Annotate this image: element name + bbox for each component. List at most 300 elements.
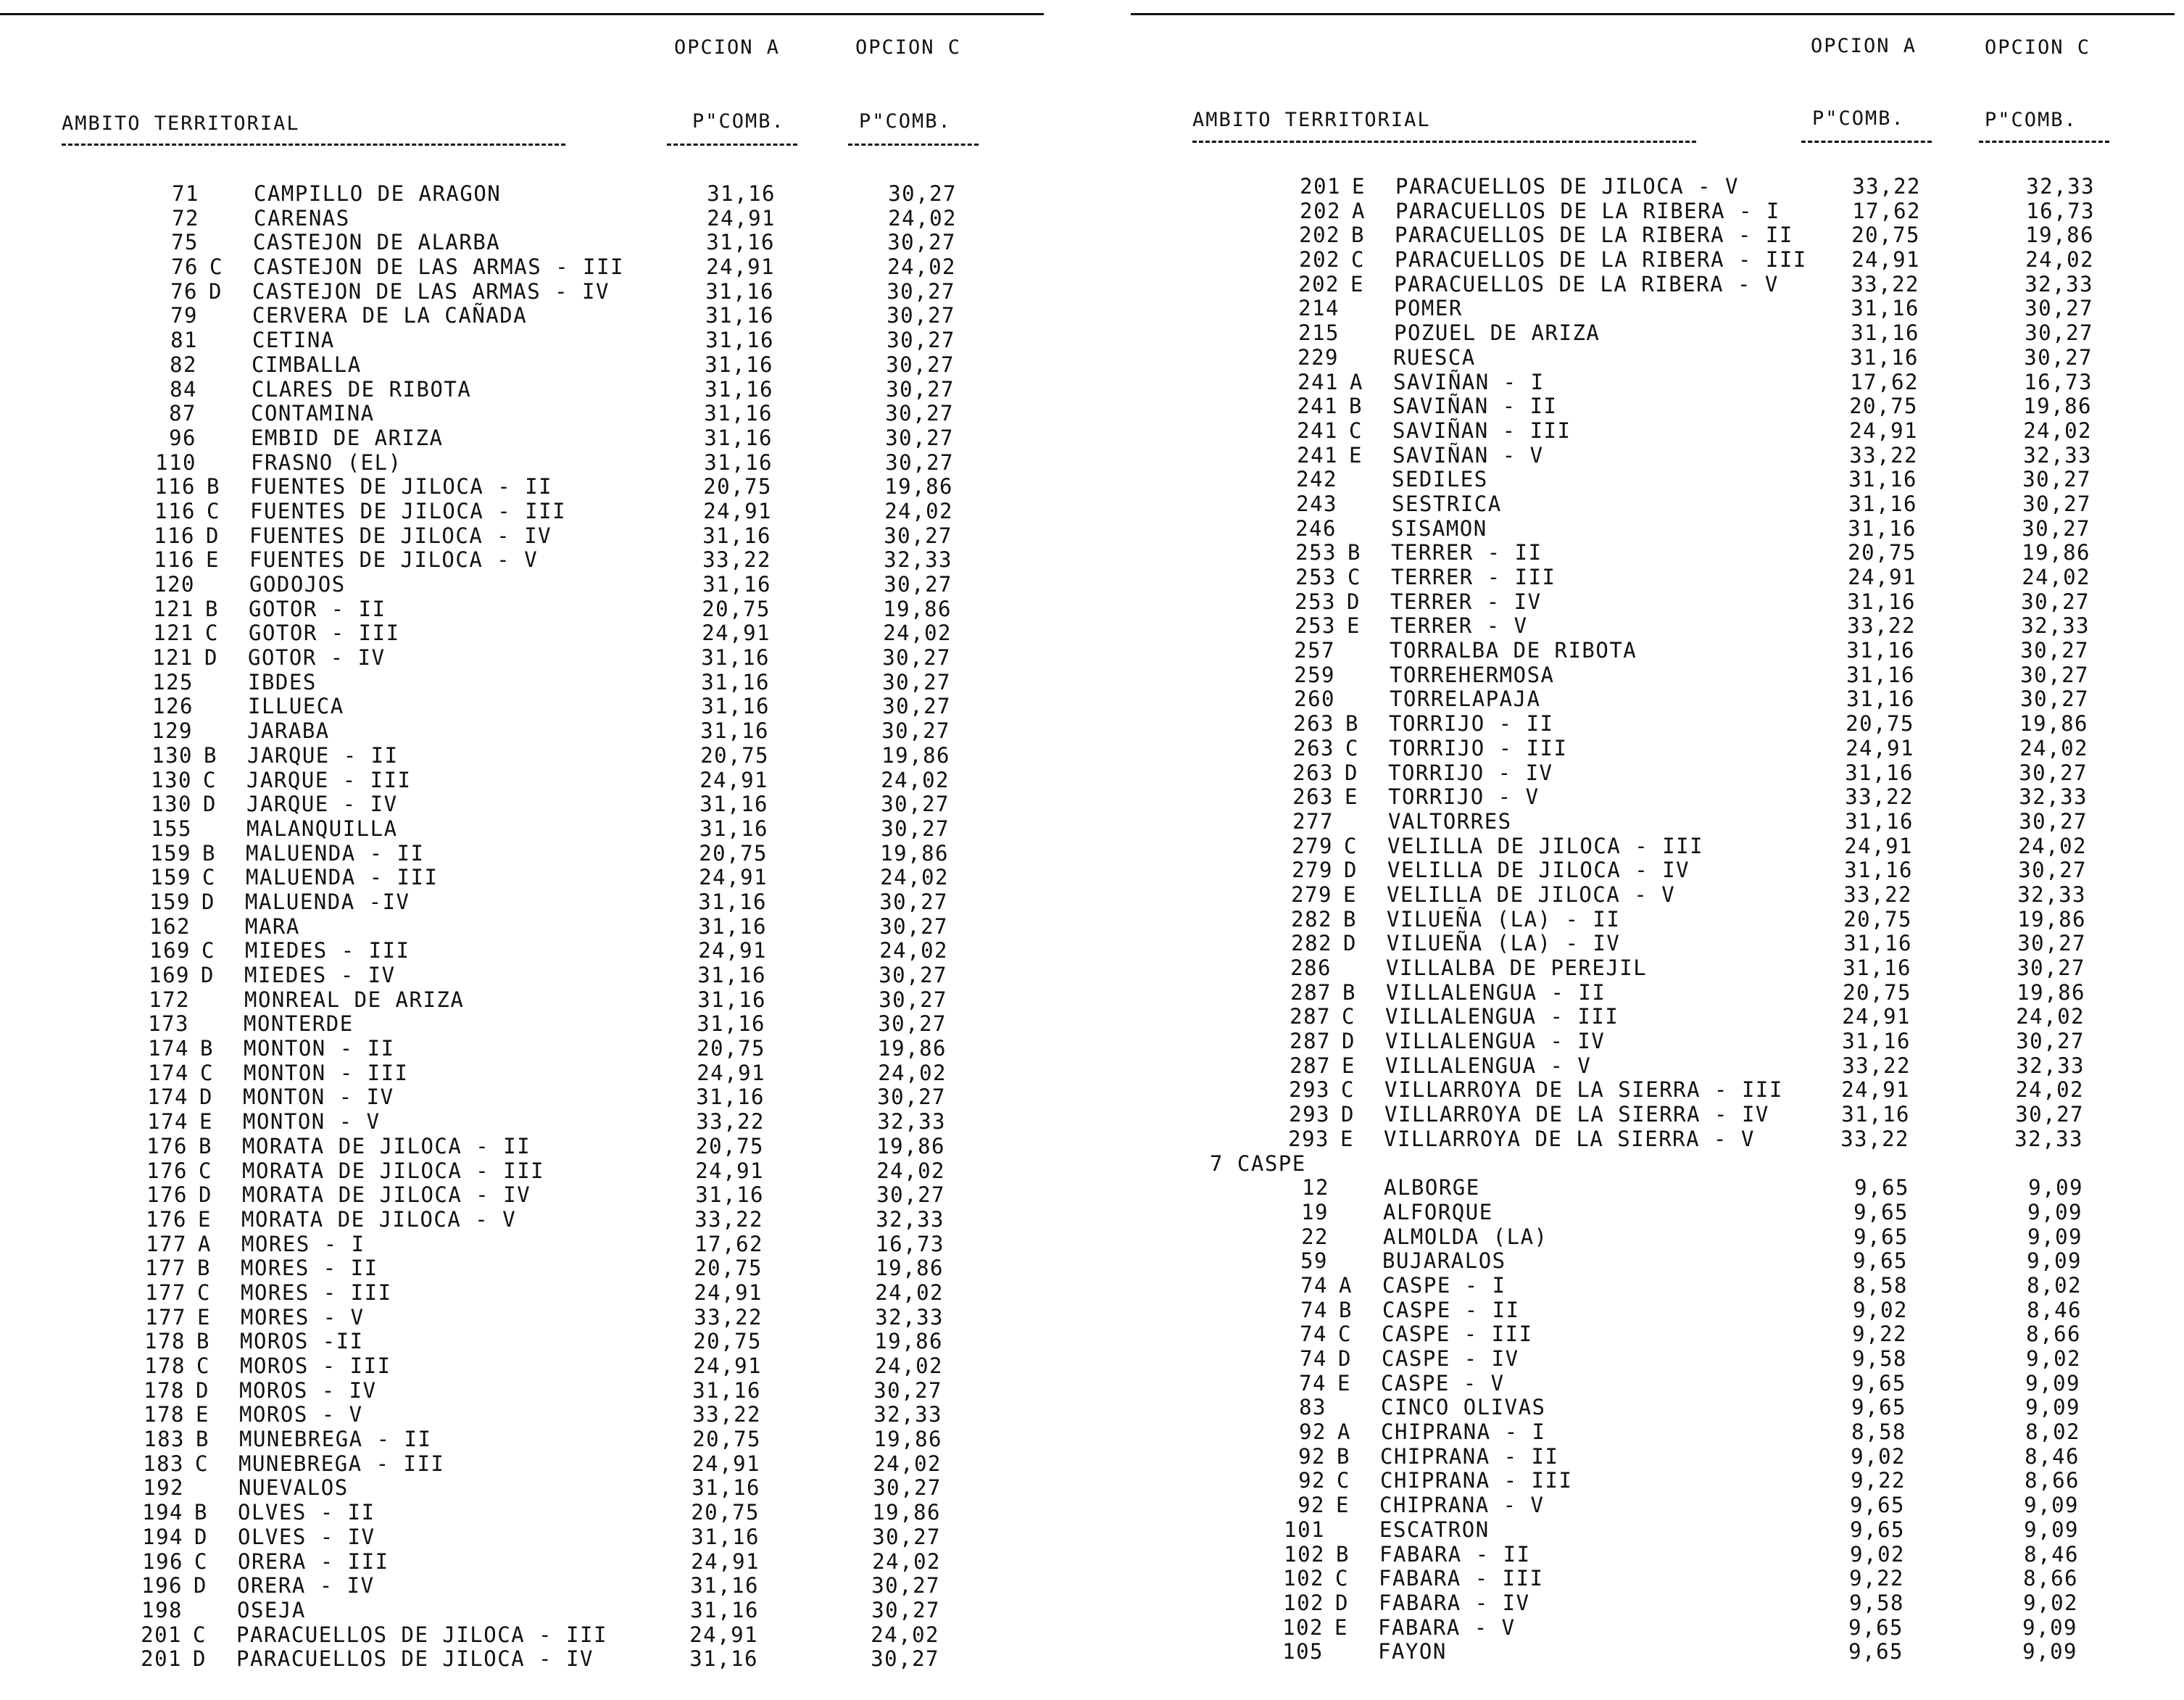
row-opcion-c: 8,46 — [2027, 1297, 2082, 1322]
table-row — [0, 1232, 1044, 1256]
table-row — [1131, 663, 2175, 687]
row-opcion-c: 19,86 — [2023, 394, 2092, 419]
table-row — [0, 1500, 1044, 1525]
row-letter: D — [1347, 589, 1361, 614]
row-name: CASPE - I — [1382, 1272, 1506, 1298]
row-opcion-c: 24,02 — [883, 621, 952, 646]
table-row — [0, 1280, 1044, 1305]
row-opcion-a: 31,16 — [1850, 344, 1919, 370]
row-code: 196 — [142, 1548, 183, 1574]
row-opcion-c: 19,86 — [872, 1500, 941, 1525]
row-opcion-a: 9,02 — [1851, 1443, 1906, 1469]
table-row — [0, 1646, 1044, 1671]
row-code: 169 — [149, 963, 190, 987]
row-letter: B — [1351, 223, 1365, 248]
row-opcion-a: 31,16 — [704, 425, 773, 450]
row-letter: B — [207, 474, 220, 499]
row-opcion-a: 33,22 — [696, 1109, 765, 1135]
row-name: SISAMON — [1391, 515, 1487, 541]
row-letter: E — [1343, 882, 1357, 907]
row-letter: D — [1343, 931, 1357, 956]
table-row — [0, 1207, 1044, 1232]
table-row — [1131, 613, 2175, 638]
row-opcion-c: 9,09 — [2025, 1395, 2080, 1420]
row-name: FUENTES DE JILOCA - IV — [249, 523, 552, 548]
row-code: 287 — [1290, 1053, 1331, 1078]
row-opcion-a: 33,22 — [1849, 442, 1918, 468]
row-name: SAVIÑAN - I — [1393, 369, 1545, 394]
table-row — [0, 963, 1044, 987]
row-code: 12 — [1302, 1175, 1329, 1201]
row-letter: C — [209, 254, 223, 280]
row-opcion-c: 24,02 — [2015, 1077, 2084, 1103]
row-opcion-c: 19,86 — [2022, 540, 2090, 565]
row-opcion-a: 31,16 — [1848, 515, 1917, 541]
row-opcion-c: 32,33 — [884, 547, 952, 573]
row-code: 201 — [141, 1646, 182, 1672]
row-letter: C — [1338, 1322, 1352, 1347]
row-opcion-c: 30,27 — [882, 694, 951, 719]
table-row — [1131, 394, 2175, 418]
row-name: CASPE - III — [1382, 1322, 1533, 1347]
row-opcion-a: 24,91 — [697, 1060, 765, 1085]
row-code: 121 — [152, 645, 194, 671]
table-row — [1131, 736, 2175, 760]
table-row — [0, 1427, 1044, 1451]
row-code: 253 — [1295, 540, 1337, 565]
table-row — [1131, 345, 2175, 370]
row-opcion-a: 20,75 — [1848, 540, 1917, 565]
row-name: MUNEBREGA - III — [238, 1451, 445, 1476]
table-row — [1131, 418, 2175, 443]
row-code: 241 — [1297, 442, 1338, 468]
row-name: GOTOR - IV — [248, 645, 386, 671]
row-opcion-a: 9,65 — [1853, 1248, 1908, 1274]
row-code: 183 — [143, 1451, 184, 1476]
row-opcion-c: 9,09 — [2022, 1639, 2077, 1664]
row-code: 202 — [1300, 198, 1341, 223]
row-opcion-a: 20,75 — [703, 474, 772, 499]
row-opcion-a: 31,16 — [1845, 808, 1914, 834]
row-code: 76 — [170, 278, 198, 304]
row-opcion-c: 30,27 — [887, 328, 955, 353]
row-letter: B — [197, 1256, 211, 1281]
row-name: GOTOR - III — [249, 621, 400, 646]
table-row — [1131, 858, 2175, 882]
table-row — [1131, 1298, 2175, 1322]
table-row — [0, 1598, 1044, 1622]
row-opcion-a: 31,16 — [698, 889, 767, 914]
row-code: 74 — [1300, 1346, 1327, 1371]
row-opcion-c: 32,33 — [2025, 271, 2093, 297]
row-letter: D — [199, 1182, 212, 1208]
row-letter: B — [204, 742, 217, 768]
row-code: 194 — [142, 1500, 183, 1525]
row-code: 214 — [1298, 296, 1340, 321]
row-opcion-c: 8,66 — [2025, 1468, 2080, 1493]
header-pcomb-c: P"COMB. — [1985, 109, 2077, 131]
row-code: 176 — [146, 1182, 188, 1208]
row-opcion-a: 33,22 — [702, 547, 771, 573]
row-name: TORRIJO - IV — [1388, 760, 1553, 785]
row-code: 92 — [1297, 1493, 1325, 1518]
row-name: CETINA — [252, 328, 335, 353]
row-code: 201 — [141, 1622, 182, 1647]
row-letter: C — [1335, 1566, 1349, 1591]
row-name: TORRELAPAJA — [1390, 687, 1541, 712]
row-name: VILUEÑA (LA) - II — [1387, 906, 1621, 932]
left-table-body — [0, 181, 1044, 1671]
row-opcion-c: 19,86 — [874, 1329, 943, 1354]
row-opcion-c: 30,27 — [877, 1085, 946, 1110]
row-letter: D — [196, 1377, 209, 1403]
row-code: 102 — [1283, 1590, 1324, 1615]
row-opcion-a: 31,16 — [705, 278, 774, 304]
row-code: 105 — [1282, 1639, 1324, 1664]
table-row — [0, 1622, 1044, 1647]
table-row — [1131, 223, 2175, 247]
row-letter: E — [1334, 1614, 1348, 1640]
row-code: 116 — [154, 547, 195, 573]
row-opcion-c: 24,02 — [2023, 418, 2092, 443]
row-code: 121 — [153, 596, 194, 621]
row-name: RUESCA — [1393, 344, 1476, 370]
row-opcion-a: 17,62 — [1850, 369, 1919, 394]
row-name: FUENTES DE JILOCA - III — [250, 498, 567, 523]
row-name: CHIPRANA - V — [1379, 1493, 1545, 1518]
row-opcion-c: 30,27 — [887, 303, 955, 328]
table-row — [0, 1573, 1044, 1598]
row-name: MARA — [245, 913, 300, 939]
row-opcion-c: 30,27 — [2018, 858, 2087, 883]
row-opcion-c: 30,27 — [2020, 638, 2089, 663]
row-code: 87 — [169, 401, 196, 426]
row-code: 173 — [148, 1011, 189, 1037]
row-opcion-c: 30,27 — [876, 1182, 945, 1208]
row-opcion-a: 24,91 — [699, 767, 768, 792]
row-code: 202 — [1299, 223, 1340, 248]
row-code: 130 — [151, 792, 192, 817]
row-opcion-a: 24,91 — [1842, 1004, 1911, 1029]
row-code: 74 — [1299, 1370, 1326, 1396]
row-code: 293 — [1289, 1077, 1330, 1103]
row-code: 102 — [1283, 1566, 1324, 1591]
row-opcion-a: 31,16 — [691, 1524, 760, 1549]
row-letter: D — [1341, 1102, 1355, 1127]
row-opcion-c: 30,27 — [879, 963, 947, 987]
row-letter: D — [1342, 1029, 1355, 1054]
row-name: CIMBALLA — [252, 352, 362, 377]
row-opcion-a: 20,75 — [694, 1256, 763, 1281]
row-opcion-c: 30,27 — [879, 987, 947, 1012]
row-name: MOROS - V — [239, 1402, 363, 1427]
row-opcion-c: 9,02 — [2026, 1346, 2081, 1371]
row-name: CASPE - V — [1381, 1370, 1505, 1396]
row-opcion-a: 20,75 — [699, 840, 768, 866]
row-opcion-a: 31,16 — [704, 401, 773, 426]
table-row — [0, 1353, 1044, 1378]
row-opcion-a: 8,58 — [1851, 1419, 1906, 1445]
row-name: ILLUECA — [248, 694, 344, 719]
row-letter: C — [1351, 247, 1365, 273]
row-name: MALANQUILLA — [246, 816, 398, 841]
row-code: 215 — [1298, 320, 1340, 346]
row-opcion-a: 20,75 — [695, 1133, 764, 1158]
row-opcion-c: 8,66 — [2026, 1322, 2081, 1347]
table-row — [1131, 1175, 2175, 1200]
row-name: FABARA - III — [1379, 1566, 1544, 1591]
row-code: 102 — [1282, 1614, 1324, 1640]
row-name: CINCO OLIVAS — [1381, 1395, 1546, 1420]
row-name: VILLARROYA DE LA SIERRA - III — [1384, 1077, 1783, 1103]
header-opcion-a: OPCION A — [674, 36, 781, 59]
row-opcion-a: 24,91 — [1849, 418, 1918, 443]
table-row — [0, 792, 1044, 816]
row-opcion-c: 19,86 — [883, 596, 952, 621]
row-name: TERRER - II — [1391, 540, 1542, 565]
row-name: FABARA - V — [1378, 1614, 1516, 1640]
row-code: 286 — [1290, 955, 1332, 980]
table-row — [0, 230, 1044, 254]
row-name: CHIPRANA - II — [1380, 1443, 1559, 1469]
row-name: CONTAMINA — [251, 401, 375, 426]
row-code: 96 — [169, 425, 196, 450]
row-opcion-a: 24,91 — [1851, 247, 1920, 273]
table-row — [1131, 687, 2175, 711]
row-code: 130 — [151, 767, 192, 792]
row-code: 177 — [146, 1231, 187, 1256]
row-letter: C — [1337, 1468, 1350, 1493]
table-row — [0, 1525, 1044, 1549]
row-name: MORATA DE JILOCA - II — [242, 1133, 531, 1158]
top-rule — [1131, 13, 2175, 15]
row-code: 116 — [154, 523, 195, 548]
row-opcion-a: 9,65 — [1848, 1614, 1903, 1640]
row-opcion-a: 31,16 — [1845, 760, 1914, 785]
row-name: MALUENDA - II — [246, 840, 425, 866]
row-letter: E — [1347, 613, 1361, 639]
header-pcomb-a: P"COMB. — [1812, 107, 1905, 130]
row-letter: A — [1337, 1419, 1351, 1445]
table-row — [1131, 1224, 2175, 1249]
row-letter: B — [194, 1500, 208, 1525]
table-row — [0, 450, 1044, 475]
row-letter: E — [1342, 1053, 1355, 1078]
table-row — [1131, 199, 2175, 223]
row-name: VILLARROYA DE LA SIERRA - V — [1384, 1126, 1755, 1151]
row-code: 102 — [1284, 1541, 1325, 1567]
row-name: MONREAL DE ARIZA — [244, 987, 465, 1012]
row-opcion-c: 30,27 — [2025, 320, 2093, 346]
row-name: SAVIÑAN - V — [1392, 442, 1544, 468]
row-letter: E — [199, 1109, 213, 1135]
row-opcion-c: 30,27 — [885, 449, 954, 475]
row-name: CHIPRANA - I — [1381, 1419, 1546, 1445]
table-row — [0, 768, 1044, 792]
row-name: JARQUE - II — [247, 742, 399, 768]
row-code: 74 — [1300, 1322, 1327, 1347]
row-name: CASTEJON DE ALARBA — [253, 230, 501, 255]
row-code: 84 — [170, 376, 197, 402]
row-code: 174 — [147, 1109, 188, 1135]
row-opcion-c: 30,27 — [872, 1524, 941, 1549]
row-opcion-a: 24,91 — [695, 1158, 764, 1183]
table-row — [1131, 1200, 2175, 1224]
row-opcion-a: 31,16 — [1842, 1029, 1911, 1054]
row-opcion-c: 9,09 — [2024, 1517, 2079, 1542]
row-letter: D — [199, 1085, 213, 1110]
table-row — [0, 1329, 1044, 1353]
row-opcion-c: 32,33 — [2016, 1053, 2085, 1078]
table-row — [1131, 565, 2175, 589]
table-row — [0, 401, 1044, 426]
row-opcion-a: 31,16 — [692, 1377, 761, 1403]
row-letter: C — [1342, 1004, 1355, 1029]
row-code: 176 — [146, 1206, 187, 1232]
row-opcion-c: 32,33 — [875, 1304, 944, 1330]
row-code: 155 — [151, 816, 192, 841]
header-ambito-territorial: AMBITO TERRITORIAL — [1192, 109, 1431, 131]
left-column — [0, 0, 1044, 1700]
row-letter: E — [206, 547, 220, 573]
row-opcion-c: 24,02 — [872, 1548, 941, 1574]
row-letter: C — [1349, 418, 1363, 443]
table-row — [1131, 1273, 2175, 1298]
row-opcion-c: 32,33 — [2019, 784, 2088, 810]
row-name: NUEVALOS — [238, 1475, 349, 1501]
row-letter: D — [1345, 760, 1358, 785]
row-opcion-c: 32,33 — [2021, 613, 2090, 639]
row-name: FABARA - IV — [1379, 1590, 1530, 1615]
row-opcion-a: 20,75 — [692, 1427, 761, 1452]
table-row — [0, 254, 1044, 279]
row-letter: C — [197, 1280, 211, 1305]
row-code: 282 — [1291, 931, 1332, 956]
table-row — [1131, 589, 2175, 614]
row-name: POMER — [1394, 296, 1463, 321]
table-row — [0, 621, 1044, 645]
row-opcion-a: 31,16 — [1843, 931, 1912, 956]
row-name: FAYON — [1378, 1639, 1447, 1664]
row-code: 130 — [151, 742, 193, 768]
row-letter: C — [203, 767, 217, 792]
table-row — [1131, 1591, 2175, 1615]
table-row — [0, 987, 1044, 1012]
row-opcion-c: 30,27 — [879, 889, 948, 914]
row-name: CASTEJON DE LAS ARMAS - III — [253, 254, 624, 280]
row-opcion-a: 31,16 — [697, 1011, 765, 1037]
row-opcion-a: 33,22 — [692, 1402, 761, 1427]
table-row — [0, 1061, 1044, 1085]
row-opcion-c: 24,02 — [2022, 565, 2090, 589]
row-name: TORRALBA DE RIBOTA — [1390, 638, 1637, 663]
table-row — [0, 865, 1044, 890]
row-name: CASTEJON DE LAS ARMAS - IV — [252, 278, 610, 304]
row-code: 242 — [1296, 467, 1337, 492]
row-code: 76 — [171, 254, 199, 280]
row-opcion-c: 24,02 — [879, 938, 948, 963]
row-code: 201 — [1300, 174, 1341, 199]
row-name: MONTON - IV — [243, 1085, 394, 1110]
row-name: TORRIJO - III — [1389, 735, 1568, 760]
row-code: 183 — [144, 1427, 185, 1452]
row-opcion-a: 24,91 — [694, 1280, 763, 1305]
row-opcion-c: 30,27 — [881, 816, 950, 841]
row-letter: D — [194, 1573, 207, 1599]
row-code: 79 — [170, 303, 198, 328]
row-code: 241 — [1297, 369, 1339, 394]
row-code: 92 — [1298, 1468, 1326, 1493]
row-opcion-c: 19,86 — [2025, 223, 2094, 248]
row-opcion-c: 30,27 — [885, 401, 954, 426]
row-name: MONTON - V — [243, 1109, 381, 1135]
table-row — [1131, 1151, 2175, 1176]
row-opcion-a: 31,16 — [1848, 491, 1917, 516]
row-code: 176 — [146, 1158, 188, 1183]
header-underline — [1801, 141, 1932, 143]
row-letter: D — [204, 645, 218, 671]
table-row — [1131, 784, 2175, 809]
row-opcion-c: 9,09 — [2027, 1199, 2083, 1224]
row-letter: E — [196, 1402, 209, 1427]
row-opcion-c: 16,73 — [2026, 198, 2095, 223]
row-opcion-a: 9,65 — [1848, 1639, 1903, 1664]
table-row — [1131, 467, 2175, 492]
row-letter: E — [1350, 271, 1364, 297]
row-code: 174 — [147, 1085, 188, 1110]
row-opcion-c: 19,86 — [873, 1427, 942, 1452]
row-opcion-a: 9,58 — [1849, 1590, 1904, 1615]
row-opcion-c: 19,86 — [2017, 979, 2085, 1005]
row-name: PARACUELLOS DE LA RIBERA - I — [1395, 198, 1780, 223]
table-row — [1131, 809, 2175, 834]
row-opcion-a: 9,65 — [1850, 1517, 1905, 1542]
row-code: 194 — [142, 1524, 183, 1549]
row-opcion-a: 24,91 — [1841, 1077, 1910, 1103]
row-name: GODOJOS — [249, 572, 346, 597]
row-name: VILLALBA DE PEREJIL — [1386, 955, 1648, 980]
row-opcion-c: 30,27 — [2019, 808, 2088, 834]
table-row — [1131, 711, 2175, 736]
row-name: JARQUE - III — [246, 767, 412, 792]
table-row — [1131, 1371, 2175, 1396]
row-name: MOROS - III — [240, 1353, 391, 1378]
row-name: TORRIJO - V — [1388, 784, 1540, 810]
row-letter: D — [193, 1646, 207, 1672]
row-opcion-a: 31,16 — [701, 694, 770, 719]
row-code: 260 — [1294, 687, 1335, 712]
row-opcion-a: 31,16 — [700, 718, 769, 744]
row-letter: D — [1344, 858, 1358, 883]
table-row — [0, 1182, 1044, 1207]
row-name: CAMPILLO DE ARAGON — [254, 181, 502, 206]
row-opcion-c: 19,86 — [878, 1036, 947, 1061]
row-opcion-c: 24,02 — [887, 254, 956, 280]
row-opcion-c: 19,86 — [884, 474, 953, 499]
row-code: 263 — [1293, 735, 1334, 760]
row-code: 120 — [154, 572, 195, 597]
row-opcion-a: 24,91 — [1845, 735, 1914, 760]
table-row — [0, 718, 1044, 743]
table-row — [0, 1109, 1044, 1134]
row-code: 257 — [1294, 638, 1335, 663]
row-name: ORERA - IV — [237, 1573, 375, 1599]
row-opcion-c: 30,27 — [2015, 1102, 2084, 1127]
row-name: VELILLA DE JILOCA - III — [1387, 833, 1704, 858]
row-letter: B — [196, 1427, 209, 1452]
table-row — [1131, 1639, 2175, 1664]
row-opcion-a: 24,91 — [702, 621, 771, 646]
